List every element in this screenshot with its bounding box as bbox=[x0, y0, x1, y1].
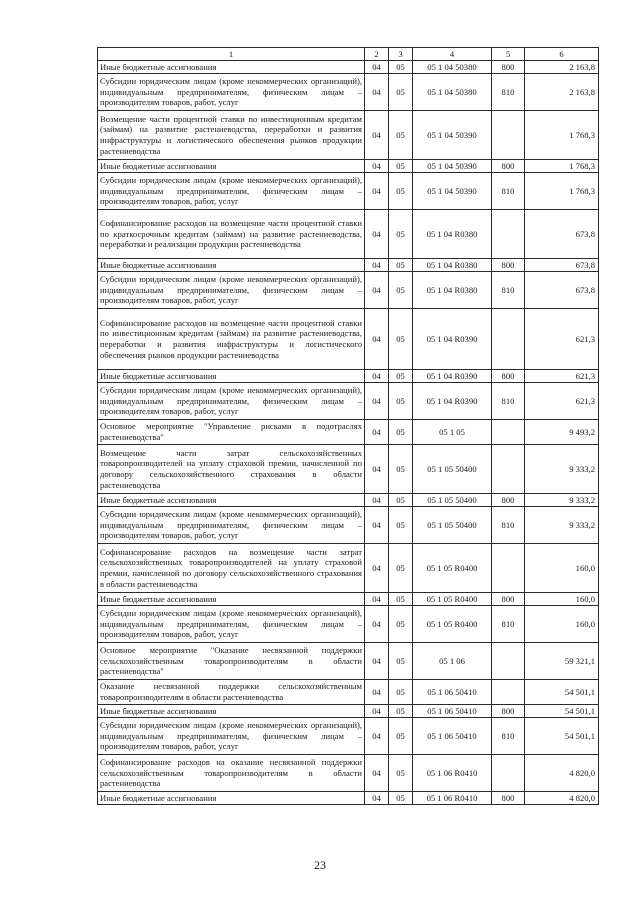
table-row bbox=[98, 606, 599, 643]
row-name-cell: Субсидии юридическим лицам (кроме некоммерческих организаций), индивидуальным предпринимателям, физическим лицам – производителям товаров, работ, услуг bbox=[98, 173, 365, 210]
table-row bbox=[98, 160, 599, 173]
row-c3-cell: 05 bbox=[389, 160, 413, 173]
row-c5-cell: 810 bbox=[492, 272, 525, 309]
row-c5-cell: 800 bbox=[492, 370, 525, 383]
row-c2-cell: 04 bbox=[365, 111, 389, 160]
row-c6-cell: 54 501,1 bbox=[525, 680, 599, 705]
row-c5-cell: 800 bbox=[492, 705, 525, 718]
row-c2-cell: 04 bbox=[365, 643, 389, 680]
row-c6-cell: 160,0 bbox=[525, 544, 599, 593]
row-c6-cell: 9 333,2 bbox=[525, 494, 599, 507]
row-c5-cell bbox=[492, 680, 525, 705]
row-c2-cell: 04 bbox=[365, 173, 389, 210]
row-c6-cell: 4 820,0 bbox=[525, 755, 599, 792]
row-c5-cell bbox=[492, 309, 525, 370]
row-c3-cell: 05 bbox=[389, 544, 413, 593]
row-c5-cell: 800 bbox=[492, 792, 525, 805]
row-c3-cell: 05 bbox=[389, 606, 413, 643]
row-name-cell: Софинансирование расходов на оказание несвязанной поддержки сельскохозяйственным товаропроизводителям в области растениеводства bbox=[98, 755, 365, 792]
table-row bbox=[98, 210, 599, 259]
table-row bbox=[98, 705, 599, 718]
row-c6-cell: 621,3 bbox=[525, 309, 599, 370]
page-number: 23 bbox=[314, 858, 326, 872]
row-c3-cell: 05 bbox=[389, 593, 413, 606]
row-c4-cell: 05 1 04 R0390 bbox=[413, 309, 492, 370]
row-c4-cell: 05 1 05 bbox=[413, 420, 492, 445]
table-row bbox=[98, 494, 599, 507]
row-c6-cell: 673,8 bbox=[525, 259, 599, 272]
row-c4-cell: 05 1 04 R0380 bbox=[413, 210, 492, 259]
table-row bbox=[98, 309, 599, 370]
row-c2-cell: 04 bbox=[365, 259, 389, 272]
row-c5-cell bbox=[492, 420, 525, 445]
row-name-cell: Основное мероприятие "Управление рисками в подотраслях растениеводства" bbox=[98, 420, 365, 445]
row-name-cell: Иные бюджетные ассигнования bbox=[98, 370, 365, 383]
row-c6-cell: 2 163,8 bbox=[525, 74, 599, 111]
row-c4-cell: 05 1 05 50400 bbox=[413, 494, 492, 507]
row-c6-cell: 9 333,2 bbox=[525, 507, 599, 544]
table-row bbox=[98, 718, 599, 755]
row-c3-cell: 05 bbox=[389, 494, 413, 507]
row-name-cell: Иные бюджетные ассигнования bbox=[98, 259, 365, 272]
row-c2-cell: 04 bbox=[365, 160, 389, 173]
row-name-cell: Иные бюджетные ассигнования bbox=[98, 705, 365, 718]
row-c6-cell: 160,0 bbox=[525, 606, 599, 643]
table-row bbox=[98, 370, 599, 383]
row-c6-cell: 2 163,8 bbox=[525, 61, 599, 74]
row-c3-cell: 05 bbox=[389, 755, 413, 792]
row-c4-cell: 05 1 06 bbox=[413, 643, 492, 680]
row-c3-cell: 05 bbox=[389, 61, 413, 74]
row-c6-cell: 1 768,3 bbox=[525, 160, 599, 173]
row-c5-cell: 810 bbox=[492, 173, 525, 210]
header-cell-1: 1 bbox=[98, 48, 365, 61]
row-c2-cell: 04 bbox=[365, 680, 389, 705]
row-c6-cell: 673,8 bbox=[525, 210, 599, 259]
table-row bbox=[98, 792, 599, 805]
row-c3-cell: 05 bbox=[389, 792, 413, 805]
row-c6-cell: 4 820,0 bbox=[525, 792, 599, 805]
table-row bbox=[98, 544, 599, 593]
row-c2-cell: 04 bbox=[365, 544, 389, 593]
row-c5-cell: 800 bbox=[492, 593, 525, 606]
row-c3-cell: 05 bbox=[389, 705, 413, 718]
row-name-cell: Возмещение части затрат сельскохозяйственных товаропроизводителей на уплату страховой премии, начисленной по договору сельскохозяйственного страхования в области растениеводства bbox=[98, 445, 365, 494]
row-c2-cell: 04 bbox=[365, 494, 389, 507]
row-name-cell: Возмещение части процентной ставки по инвестиционным кредитам (займам) на развитие растениеводства, переработки и развития инфраструктуры и логистического обеспечения рынков продукции растениеводства bbox=[98, 111, 365, 160]
row-c4-cell: 05 1 04 R0380 bbox=[413, 259, 492, 272]
row-c2-cell: 04 bbox=[365, 370, 389, 383]
row-name-cell: Софинансирование расходов на возмещение части процентной ставки по краткосрочным кредитам (займам) на развитие растениеводства, переработки и реализации продукции растениеводства bbox=[98, 210, 365, 259]
row-c2-cell: 04 bbox=[365, 420, 389, 445]
table-row bbox=[98, 173, 599, 210]
header-cell-5: 5 bbox=[492, 48, 525, 61]
row-c5-cell: 800 bbox=[492, 160, 525, 173]
row-c4-cell: 05 1 05 R0400 bbox=[413, 593, 492, 606]
header-row bbox=[98, 48, 599, 61]
row-c5-cell bbox=[492, 755, 525, 792]
row-c3-cell: 05 bbox=[389, 309, 413, 370]
row-c4-cell: 05 1 05 R0400 bbox=[413, 606, 492, 643]
row-c3-cell: 05 bbox=[389, 173, 413, 210]
row-name-cell: Субсидии юридическим лицам (кроме некоммерческих организаций), индивидуальным предпринимателям, физическим лицам – производителям товаров, работ, услуг bbox=[98, 507, 365, 544]
row-c3-cell: 05 bbox=[389, 272, 413, 309]
row-c2-cell: 04 bbox=[365, 792, 389, 805]
row-name-cell: Субсидии юридическим лицам (кроме некоммерческих организаций), индивидуальным предпринимателям, физическим лицам – производителям товаров, работ, услуг bbox=[98, 718, 365, 755]
row-c5-cell: 800 bbox=[492, 61, 525, 74]
row-c4-cell: 05 1 05 R0400 bbox=[413, 544, 492, 593]
row-c2-cell: 04 bbox=[365, 507, 389, 544]
row-c6-cell: 54 501,1 bbox=[525, 718, 599, 755]
row-c3-cell: 05 bbox=[389, 210, 413, 259]
row-c2-cell: 04 bbox=[365, 606, 389, 643]
table-row bbox=[98, 259, 599, 272]
row-c5-cell: 810 bbox=[492, 74, 525, 111]
row-c4-cell: 05 1 04 50380 bbox=[413, 61, 492, 74]
table-row bbox=[98, 111, 599, 160]
row-name-cell: Иные бюджетные ассигнования bbox=[98, 61, 365, 74]
budget-table bbox=[97, 47, 599, 805]
row-c3-cell: 05 bbox=[389, 420, 413, 445]
row-c5-cell bbox=[492, 544, 525, 593]
row-c5-cell: 810 bbox=[492, 718, 525, 755]
table-row bbox=[98, 445, 599, 494]
row-name-cell: Софинансирование расходов на возмещение части затрат сельскохозяйственных товаропроизводителей на уплату страховой премии, начисленной по договору сельскохозяйственного страхования в области растениеводства bbox=[98, 544, 365, 593]
row-c3-cell: 05 bbox=[389, 643, 413, 680]
row-c6-cell: 54 501,1 bbox=[525, 705, 599, 718]
row-c5-cell bbox=[492, 210, 525, 259]
row-c3-cell: 05 bbox=[389, 718, 413, 755]
row-c2-cell: 04 bbox=[365, 718, 389, 755]
row-name-cell: Софинансирование расходов на возмещение части процентной ставки по инвестиционным кредитам (займам) на развитие растениеводства, переработки и развития инфраструктуры и логистического обеспечения рынков продукции растениеводства bbox=[98, 309, 365, 370]
row-c3-cell: 05 bbox=[389, 259, 413, 272]
table-row bbox=[98, 680, 599, 705]
header-cell-2: 2 bbox=[365, 48, 389, 61]
row-c6-cell: 673,8 bbox=[525, 272, 599, 309]
row-c5-cell bbox=[492, 643, 525, 680]
row-c6-cell: 621,3 bbox=[525, 383, 599, 420]
row-name-cell: Субсидии юридическим лицам (кроме некоммерческих организаций), индивидуальным предпринимателям, физическим лицам – производителям товаров, работ, услуг bbox=[98, 606, 365, 643]
row-c3-cell: 05 bbox=[389, 370, 413, 383]
table-row bbox=[98, 272, 599, 309]
row-c4-cell: 05 1 04 R0390 bbox=[413, 370, 492, 383]
row-c3-cell: 05 bbox=[389, 74, 413, 111]
row-name-cell: Иные бюджетные ассигнования bbox=[98, 160, 365, 173]
row-c2-cell: 04 bbox=[365, 309, 389, 370]
row-c4-cell: 05 1 04 50390 bbox=[413, 111, 492, 160]
row-c3-cell: 05 bbox=[389, 680, 413, 705]
row-c2-cell: 04 bbox=[365, 272, 389, 309]
table-row bbox=[98, 61, 599, 74]
header-cell-3: 3 bbox=[389, 48, 413, 61]
row-c5-cell: 810 bbox=[492, 507, 525, 544]
row-c2-cell: 04 bbox=[365, 210, 389, 259]
table-row bbox=[98, 383, 599, 420]
row-c4-cell: 05 1 05 50400 bbox=[413, 445, 492, 494]
row-name-cell: Субсидии юридическим лицам (кроме некоммерческих организаций), индивидуальным предпринимателям, физическим лицам – производителям товаров, работ, услуг bbox=[98, 74, 365, 111]
row-c3-cell: 05 bbox=[389, 111, 413, 160]
table-row bbox=[98, 643, 599, 680]
row-name-cell: Субсидии юридическим лицам (кроме некоммерческих организаций), индивидуальным предпринимателям, физическим лицам – производителям товаров, работ, услуг bbox=[98, 383, 365, 420]
row-c6-cell: 621,3 bbox=[525, 370, 599, 383]
row-name-cell: Иные бюджетные ассигнования bbox=[98, 494, 365, 507]
row-c3-cell: 05 bbox=[389, 383, 413, 420]
row-name-cell: Оказание несвязанной поддержки сельскохозяйственным товаропроизводителям в области растениеводства bbox=[98, 680, 365, 705]
table-row bbox=[98, 507, 599, 544]
row-c5-cell bbox=[492, 111, 525, 160]
table-row bbox=[98, 755, 599, 792]
row-c2-cell: 04 bbox=[365, 383, 389, 420]
row-c5-cell: 800 bbox=[492, 259, 525, 272]
row-c2-cell: 04 bbox=[365, 593, 389, 606]
table-row bbox=[98, 593, 599, 606]
row-name-cell: Иные бюджетные ассигнования bbox=[98, 593, 365, 606]
table-row bbox=[98, 420, 599, 445]
row-c6-cell: 1 768,3 bbox=[525, 173, 599, 210]
row-c4-cell: 05 1 06 50410 bbox=[413, 680, 492, 705]
row-name-cell: Иные бюджетные ассигнования bbox=[98, 792, 365, 805]
row-c4-cell: 05 1 06 R0410 bbox=[413, 792, 492, 805]
row-c4-cell: 05 1 05 50400 bbox=[413, 507, 492, 544]
row-c5-cell bbox=[492, 445, 525, 494]
table-body bbox=[98, 48, 599, 805]
table-row bbox=[98, 74, 599, 111]
header-cell-4: 4 bbox=[413, 48, 492, 61]
row-name-cell: Субсидии юридическим лицам (кроме некоммерческих организаций), индивидуальным предпринимателям, физическим лицам – производителям товаров, работ, услуг bbox=[98, 272, 365, 309]
row-c3-cell: 05 bbox=[389, 507, 413, 544]
row-c2-cell: 04 bbox=[365, 755, 389, 792]
row-c4-cell: 05 1 04 50380 bbox=[413, 74, 492, 111]
row-c4-cell: 05 1 04 50390 bbox=[413, 173, 492, 210]
row-c5-cell: 810 bbox=[492, 383, 525, 420]
row-c6-cell: 9 333,2 bbox=[525, 445, 599, 494]
row-c6-cell: 9 493,2 bbox=[525, 420, 599, 445]
row-c4-cell: 05 1 04 R0380 bbox=[413, 272, 492, 309]
row-c6-cell: 59 321,1 bbox=[525, 643, 599, 680]
row-c4-cell: 05 1 06 50410 bbox=[413, 718, 492, 755]
row-c4-cell: 05 1 04 50390 bbox=[413, 160, 492, 173]
row-c5-cell: 800 bbox=[492, 494, 525, 507]
row-c4-cell: 05 1 06 50410 bbox=[413, 705, 492, 718]
header-cell-6: 6 bbox=[525, 48, 599, 61]
row-c3-cell: 05 bbox=[389, 445, 413, 494]
row-c2-cell: 04 bbox=[365, 74, 389, 111]
row-c4-cell: 05 1 06 R0410 bbox=[413, 755, 492, 792]
row-name-cell: Основное мероприятие "Оказание несвязанной поддержки сельскохозяйственным товаропроизводителям в области растениеводства" bbox=[98, 643, 365, 680]
row-c5-cell: 810 bbox=[492, 606, 525, 643]
row-c4-cell: 05 1 04 R0390 bbox=[413, 383, 492, 420]
row-c6-cell: 1 768,3 bbox=[525, 111, 599, 160]
row-c2-cell: 04 bbox=[365, 705, 389, 718]
row-c6-cell: 160,0 bbox=[525, 593, 599, 606]
row-c2-cell: 04 bbox=[365, 445, 389, 494]
row-c2-cell: 04 bbox=[365, 61, 389, 74]
